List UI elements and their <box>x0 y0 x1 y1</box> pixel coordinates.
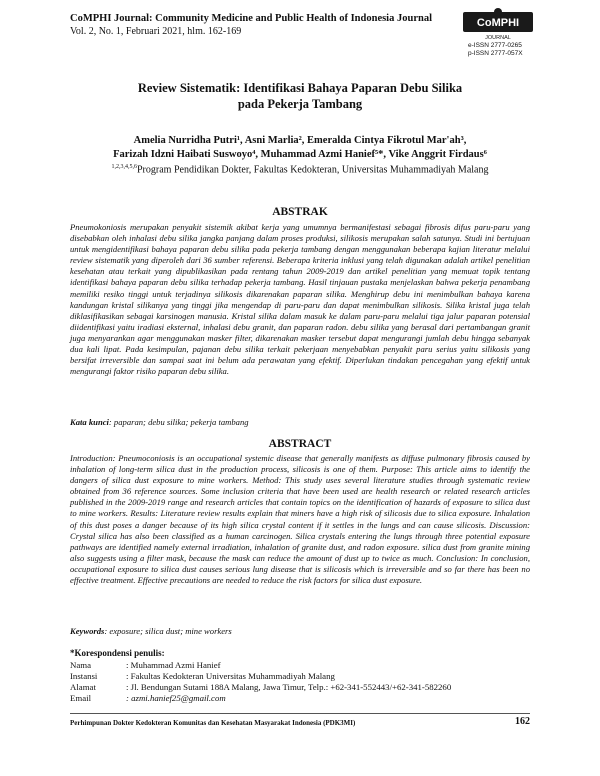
correspondence-value: : Muhammad Azmi Hanief <box>126 660 221 670</box>
correspondence-email[interactable]: : azmi.hanief25@gmail.com <box>126 693 226 703</box>
abstract-heading: ABSTRACT <box>268 438 332 450</box>
logo-text: CoMPHI <box>476 17 520 29</box>
abstract-keywords-value: : exposure; silica dust; mine workers <box>104 626 232 636</box>
title-line-2: pada Pekerja Tambang <box>237 97 363 111</box>
abstract-keywords-label: Keywords <box>70 626 105 636</box>
article-title <box>80 80 520 112</box>
journal-volume-info: Vol. 2, No. 1, Februari 2021, hlm. 162-169 <box>70 26 242 37</box>
footer-divider <box>70 713 530 714</box>
authors-line-2: Farizah Idzni Haibati Suswoyo⁴, Muhammad Azmi Hanief⁵*, Vike Anggrit Firdaus⁶ <box>113 149 487 160</box>
journal-logo <box>456 8 540 58</box>
authors-line-1: Amelia Nurridha Putri¹, Asni Marlia², Emeralda Cintya Fikrotul Mar'ah³, <box>133 135 467 146</box>
correspondence-heading: *Korespondensi penulis: <box>70 648 165 658</box>
correspondence-row <box>70 693 226 704</box>
correspondence-row <box>70 671 335 682</box>
page-number: 162 <box>515 716 530 727</box>
abstrak-keywords-value: : paparan; debu silika; pekerja tambang <box>108 417 249 427</box>
correspondence-value: : Fakultas Kedokteran Universitas Muhammadiyah Malang <box>126 671 335 681</box>
abstract-body: Introduction: Pneumoconiosis is an occupational systemic disease that generally manifests as diffuse pulmonary fibrosis caused by inhalation of long-term silica dust in the production process, silicosis is one of them. Purpose: This article aims to identify the dangers of silica dust exposure to mine workers. Method: This study uses several literature studies through systematic review obtained from 36 reference sources. Some inclusion criteria that have been used are health research or related research articles published in the 2009-2019 range and research articles that contain topics on the identification of hazards of exposure to silica dust to mine workers. Results: Literature review results explain that miners have a high risk of silicosis due to silica exposure. Inhalation of this dust poses a danger because of its high silica crystal content if it settles in the lungs and can cause silicosis. Discussion: Crystal silica has also been classified as a human carcinogen. Silica crystals entering the lungs through three potential exposure pathways are identified namely external irradiation, inhalation of granite dust, and radon exposure. silica dust from granite mining also suggests using a filter mask, because the mask can reduce the amount of dust up to twice as much. Conclusion: In conclusion, occupational exposure to silica dust causes serious lung disease that is silicosis which is irreversible and so far there has been no effective treatment. Effective precautions are needed to reduce the risk factors for silica dust exposure. <box>70 453 530 586</box>
author-list <box>60 134 540 162</box>
affiliation <box>60 164 540 175</box>
correspondence-label: Email <box>70 693 92 703</box>
comphi-logo-icon <box>461 8 535 42</box>
abstrak-keywords <box>70 417 530 427</box>
footer-publisher: Perhimpunan Dokter Kedokteran Komunitas dan Kesehatan Masyarakat Indonesia (PDK3MI) <box>70 719 356 727</box>
issn-electronic: e-ISSN 2777-0265 <box>468 42 522 49</box>
title-line-1: Review Sistematik: Identifikasi Bahaya Paparan Debu Silika <box>137 81 463 95</box>
affiliation-text: Program Pendidikan Dokter, Fakultas Kedokteran, Universitas Muhammadiyah Malang <box>137 164 489 176</box>
logo-subtext: JOURNAL <box>485 35 511 41</box>
journal-name: CoMPHI Journal: Community Medicine and Public Health of Indonesia Journal <box>70 13 432 24</box>
affiliation-superscript: 1,2,3,4,5,6 <box>111 164 137 170</box>
abstrak-body: Pneumokoniosis merupakan penyakit sistemik akibat kerja yang umumnya bermanifestasi sebagai fibrosis difus paru-paru yang disebabkan oleh inhalasi debu silika jangka panjang dalam proses produksi, silikosis merupakan salah satunya. Studi ini bertujuan untuk mengidentifikasi bahaya paparan debu silika pada pekerja tambang dengan menggunakan beberapa kajian literatur melalui review sistematik yang diperoleh dari 36 sumber referensi. Beberapa kriteria inklusi yang telah digunakan adalah artikel penelitian kesehatan atau terkait yang dipublikasikan pada rentang tahun 2009-2019 dan artikel penelitian yang memuat topik tentang identifikasi bahaya paparan debu silika terhadap pekerja tambang. Hasil tinjauan pustaka menjelaskan bahwa pekerja penambang memiliki resiko tinggi untuk terjadinya silikosis dikarenakan paparan silika. Menghirup debu ini menimbulkan bahaya karena kandungan kristal silikanya yang tinggi jika mengendap di paru-paru dan dapat menimbulkan silikosis. Silika kristal juga telah diklasifikasikan sebagai karsinogen manusia. Kristal silika dalam masuk ke dalam paru-paru melalui tiga jalur paparan potensial diidentifikasi yaitu iradiasi eksternal, inhalasi debu granit, dan paparan radon. debu silika yang berasal dari pertambangan granit juga menyarankan agar menggunakan masker filter, dikarenakan masker tersebut dapat mengurangi jumlah debu hingga sebanyak dua kali lipat. Pada kesimpulan, pajanan debu silika terkait pekerjaan menyebabkan penyakit paru serius yaitu silikosis yang bersifat irreversible dan sampai saat ini belum ada perawatan yang efektif. Diperlukan tindakan pencegahan yang efektif untuk mengurangi faktor risiko paparan debu silika. <box>70 222 530 377</box>
issn-print: p-ISSN 2777-057X <box>468 50 523 57</box>
correspondence-label: Nama <box>70 660 92 670</box>
correspondence-value: : Jl. Bendungan Sutami 188A Malang, Jawa Timur, Telp.: +62-341-552443/+62-341-582260 <box>126 682 452 692</box>
abstrak-heading: ABSTRAK <box>272 206 328 218</box>
abstract-keywords <box>70 626 530 636</box>
correspondence-label: Alamat <box>70 682 96 692</box>
abstrak-keywords-label: Kata kunci <box>70 417 109 427</box>
correspondence-label: Instansi <box>70 671 98 681</box>
correspondence-row <box>70 660 221 671</box>
correspondence-row <box>70 682 451 693</box>
